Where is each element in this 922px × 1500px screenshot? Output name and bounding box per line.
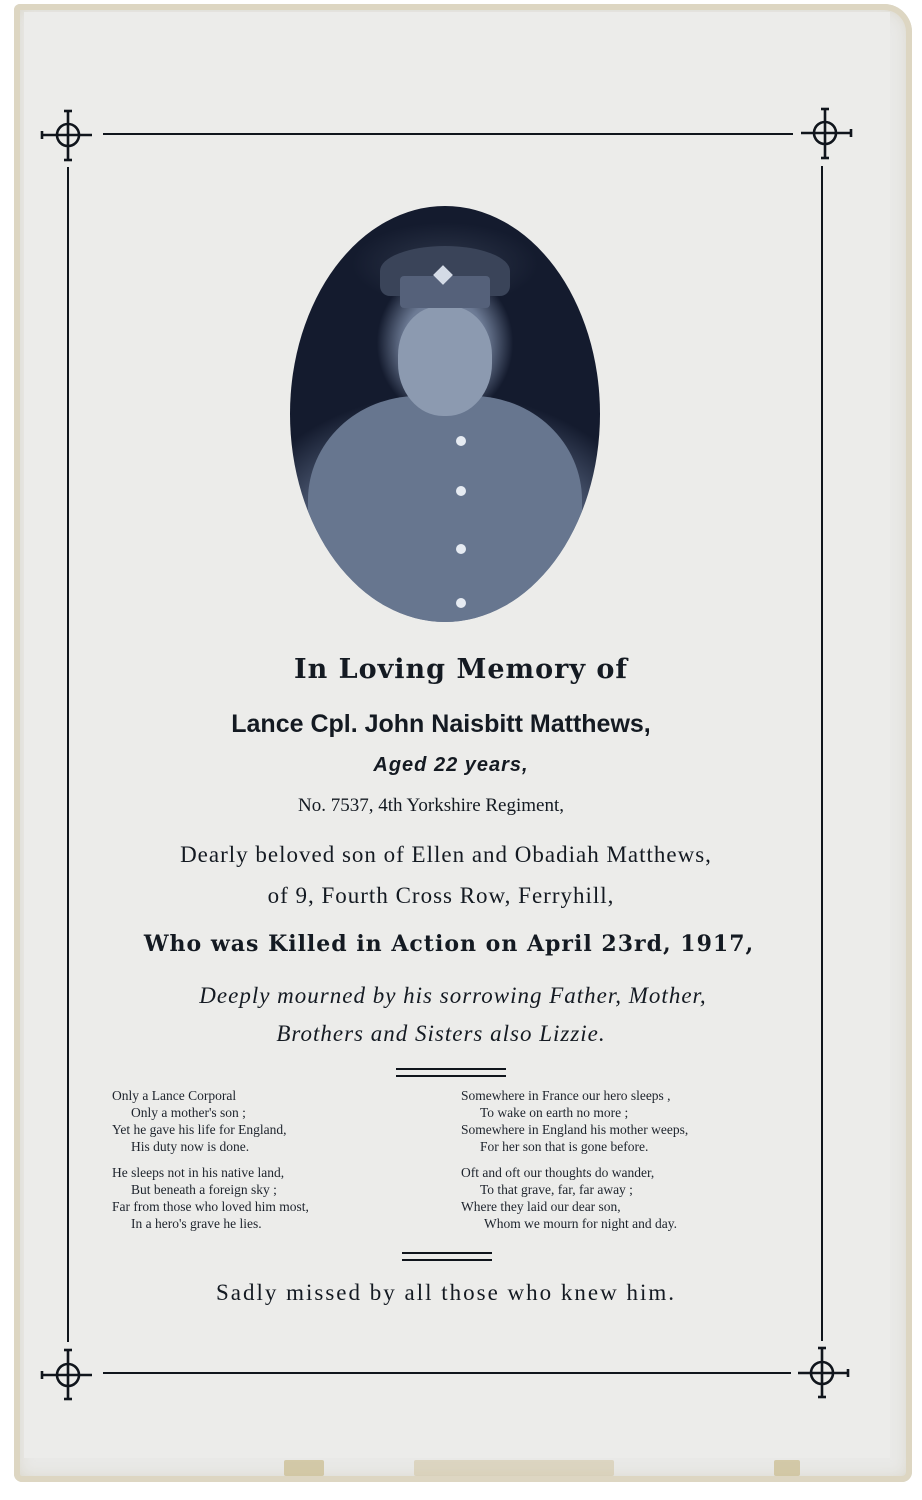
divider bbox=[396, 1068, 506, 1070]
poem-line: But beneath a foreign sky ; bbox=[131, 1182, 277, 1197]
poem-line: His duty now is done. bbox=[131, 1139, 250, 1154]
poem-line: To that grave, far, far away ; bbox=[480, 1182, 633, 1197]
border-bottom bbox=[103, 1372, 791, 1374]
celtic-cross-icon bbox=[795, 103, 855, 163]
soldier-portrait bbox=[290, 206, 600, 622]
divider bbox=[402, 1259, 492, 1261]
poem-right-column bbox=[461, 1087, 688, 1241]
soldier-name: Lance Cpl. John Naisbitt Matthews, bbox=[231, 710, 651, 738]
button bbox=[456, 486, 466, 496]
poem-line: He sleeps not in his native land, bbox=[112, 1165, 285, 1180]
parents: Dearly beloved son of Ellen and Obadiah Matthews, bbox=[180, 842, 712, 867]
poem-left-column bbox=[112, 1087, 309, 1241]
mourned-line-1: Deeply mourned by his sorrowing Father, Mother, bbox=[199, 983, 707, 1008]
face bbox=[398, 306, 492, 416]
poem-line: Somewhere in England his mother weeps, bbox=[461, 1122, 689, 1137]
edge-stain bbox=[414, 1460, 614, 1476]
poem-line: Somewhere in France our hero sleeps , bbox=[461, 1088, 671, 1103]
button bbox=[456, 436, 466, 446]
poem-stanza bbox=[112, 1164, 309, 1232]
poem-stanza bbox=[461, 1087, 688, 1155]
button bbox=[456, 544, 466, 554]
closing-line: Sadly missed by all those who knew him. bbox=[215, 1280, 677, 1305]
address: of 9, Fourth Cross Row, Ferryhill, bbox=[267, 883, 615, 908]
celtic-cross-icon bbox=[792, 1343, 852, 1403]
edge-stain bbox=[774, 1460, 800, 1476]
uniform bbox=[308, 396, 582, 622]
heading: In Loving Memory of bbox=[293, 654, 629, 685]
poem-line: Far from those who loved him most, bbox=[112, 1199, 309, 1214]
edge-stain bbox=[284, 1460, 324, 1476]
poem-line: Whom we mourn for night and day. bbox=[484, 1216, 677, 1231]
poem-line: To wake on earth no more ; bbox=[480, 1105, 629, 1120]
poem-line: For her son that is gone before. bbox=[480, 1139, 649, 1154]
age: Aged 22 years, bbox=[373, 754, 529, 776]
celtic-cross-icon bbox=[38, 1345, 98, 1405]
poem-line: Only a Lance Corporal bbox=[112, 1088, 237, 1103]
poem-line: Where they laid our dear son, bbox=[461, 1199, 621, 1214]
poem-line: Yet he gave his life for England, bbox=[112, 1122, 287, 1137]
divider bbox=[396, 1075, 506, 1077]
poem-line: Oft and oft our thoughts do wander, bbox=[461, 1165, 655, 1180]
divider bbox=[402, 1252, 492, 1254]
death-notice: Who was Killed in Action on April 23rd, 1917, bbox=[143, 931, 755, 957]
poem-line: Only a mother's son ; bbox=[131, 1105, 246, 1120]
button bbox=[456, 598, 466, 608]
poem-stanza bbox=[461, 1164, 688, 1232]
poem-line: In a hero's grave he lies. bbox=[131, 1216, 262, 1231]
border-top bbox=[103, 133, 793, 135]
mourned-line-2: Brothers and Sisters also Lizzie. bbox=[276, 1021, 606, 1046]
celtic-cross-icon bbox=[38, 105, 98, 165]
poem-stanza bbox=[112, 1087, 309, 1155]
service-details: No. 7537, 4th Yorkshire Regiment, bbox=[298, 795, 564, 816]
